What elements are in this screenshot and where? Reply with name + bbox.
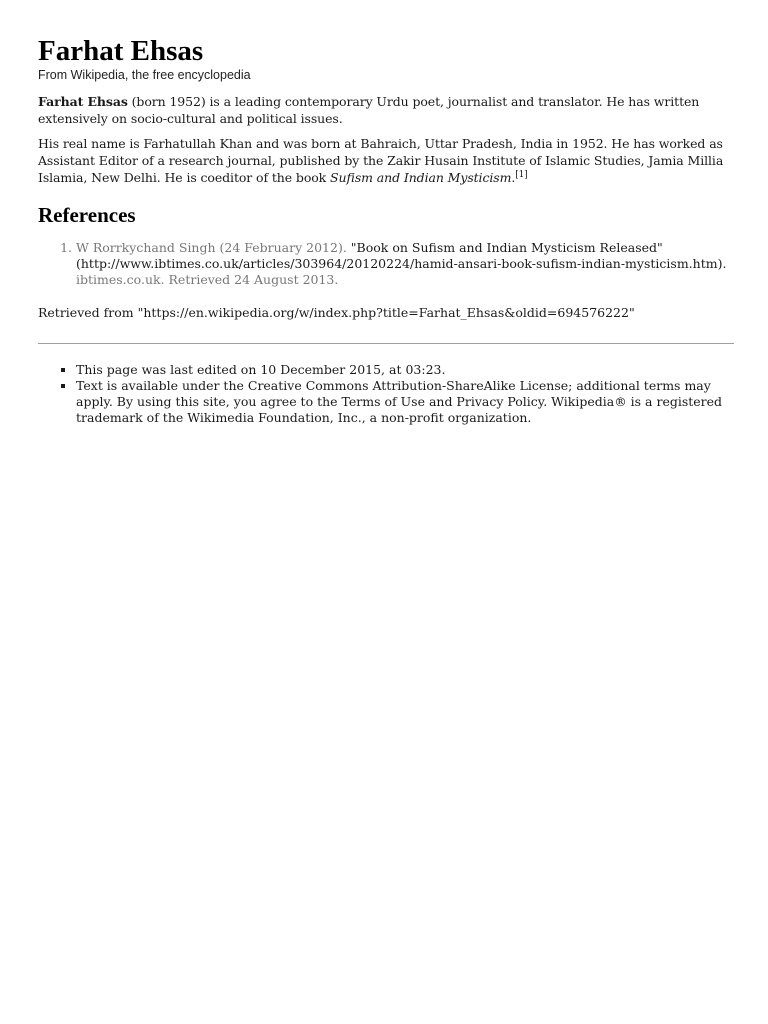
references-heading: References <box>38 203 136 227</box>
biography-period: . <box>511 170 516 185</box>
footer-license: ▪ Text is available under the Creative Commons Attribution-ShareAlike License; additional terms may apply. By using this site, you agree to the Terms of Use and Privacy Policy. Wikipedia® is a registered trademark of the Wikimedia Foundation, Inc., a non-profit organization. <box>76 378 734 426</box>
article-page <box>38 34 734 426</box>
reference-link[interactable]: "Book on Sufism and Indian Mysticism Released" (http://www.ibtimes.co.uk/articles/303964/20120224/hamid-ansari-book-sufism-indian-mysticism.htm). <box>76 240 727 271</box>
subject-name: Farhat Ehsas <box>38 94 128 109</box>
reference-item <box>76 240 734 288</box>
biography-text: His real name is Farhatullah Khan and was born at Bahraich, Uttar Pradesh, India in 1952. He has worked as Assistant Editor of a research journal, published by the Zakir Husain Institute of Islamic Studies, Jamia Millia Islamia, New Delhi. He is coeditor of the book <box>38 136 724 185</box>
retrieved-from: Retrieved from "https://en.wikipedia.org/w/index.php?title=Farhat_Ehsas&oldid=694576222" <box>38 305 635 320</box>
page-title: Farhat Ehsas <box>38 35 204 67</box>
biography-paragraph <box>38 135 734 186</box>
intro-text: (born 1952) is a leading contemporary Urdu poet, journalist and translator. He has written extensively on socio-cultural and political issues. <box>38 94 700 126</box>
intro-paragraph <box>38 93 734 127</box>
citation-link[interactable]: [1] <box>515 169 528 180</box>
reference-source: ibtimes.co.uk. Retrieved 24 August 2013. <box>76 272 339 287</box>
footer-divider <box>38 343 734 344</box>
book-title: Sufism and Indian Mysticism <box>330 170 512 185</box>
footer-last-edited: ▪ This page was last edited on 10 December 2015, at 03:23. <box>76 362 734 378</box>
reference-author-date: W Rorrkychand Singh (24 February 2012). <box>76 240 347 255</box>
footer-list <box>38 362 734 426</box>
references-list <box>38 240 734 288</box>
page-tagline: From Wikipedia, the free encyclopedia <box>38 68 251 82</box>
